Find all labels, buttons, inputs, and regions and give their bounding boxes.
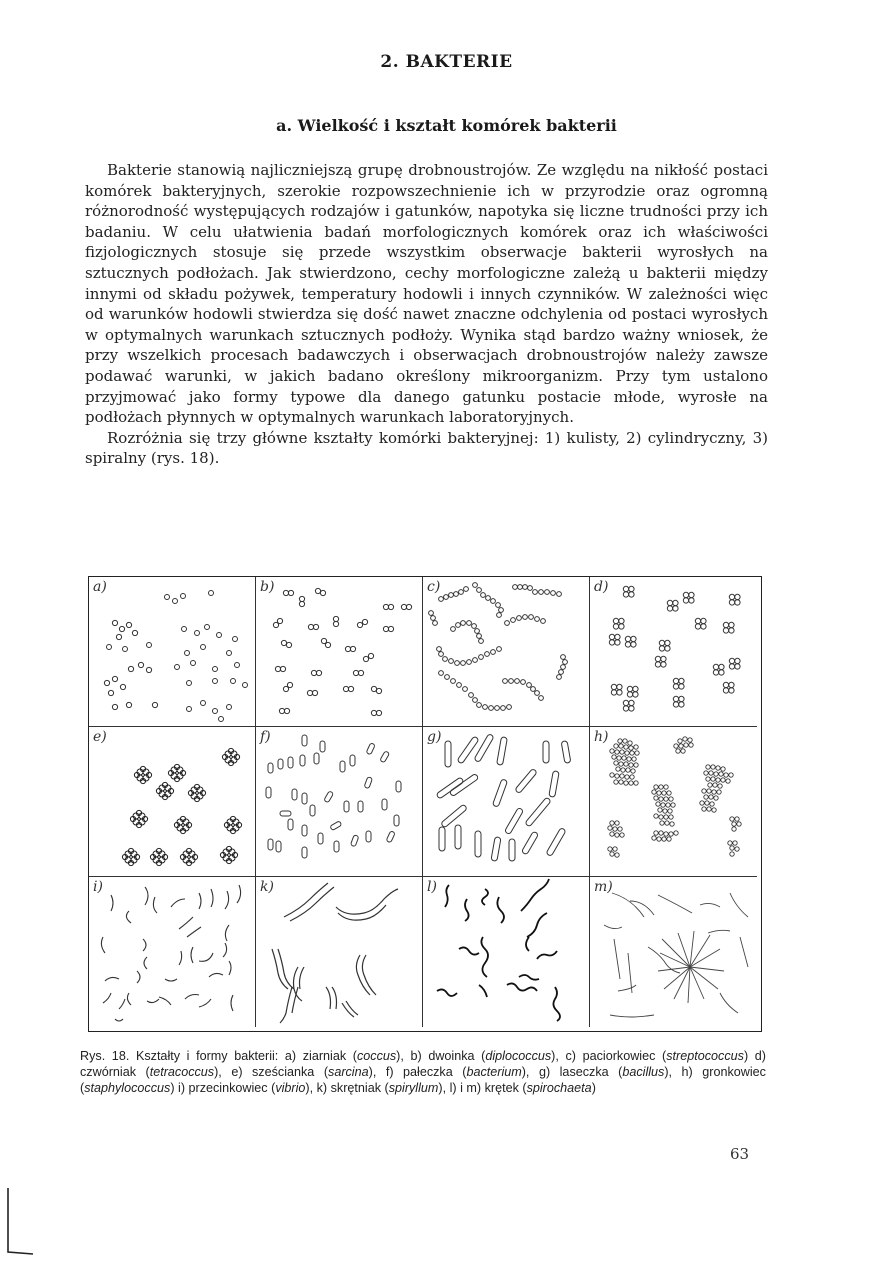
panel-label: m) — [594, 879, 613, 895]
panel-f-bacterium — [256, 727, 423, 877]
coccus-drawing — [89, 577, 256, 727]
spirochaeta-drawing — [423, 877, 590, 1027]
panel-e-sarcina — [89, 727, 256, 877]
paragraph-2: Rozróżnia się trzy główne kształty komórki bakteryjnej: 1) kulisty, 2) cylindryczny, 3) spiralny (rys. 18). — [85, 428, 768, 468]
scan-edge-mark — [5, 1188, 35, 1258]
spirillum-drawing — [256, 877, 423, 1027]
panel-a-coccus — [89, 577, 256, 727]
bacteria-figure — [88, 576, 762, 1032]
bacillus-drawing — [423, 727, 590, 877]
panel-c-streptococcus — [423, 577, 590, 727]
panel-h-staphylococcus — [590, 727, 757, 877]
panel-label: l) — [427, 879, 437, 895]
panel-label: e) — [93, 729, 107, 745]
streptococcus-drawing — [423, 577, 590, 727]
panel-label: g) — [427, 729, 442, 745]
figure-caption: Rys. 18. Kształty i formy bakterii: a) ziarniak (coccus), b) dwoinka (diplococcus), c) paciorkowiec (streptococcus) d) czwórniak (tetracoccus), e) sześcianka (sarcina), f) pałeczka (bacterium), g) laseczka (bacillus), h) gronkowiec (staphylococcus) i) przecinkowiec (vibrio), k) skrętniak (spiryllum), l) i m) krętek (spirochaeta) — [80, 1049, 766, 1095]
panel-label: d) — [594, 579, 609, 595]
diplococcus-drawing — [256, 577, 423, 727]
panel-m-spirochaeta — [590, 877, 757, 1027]
bacterium-drawing — [256, 727, 423, 877]
staphylococcus-drawing — [590, 727, 757, 877]
body-text — [85, 160, 768, 469]
page-number: 63 — [730, 1145, 750, 1163]
chapter-title: 2. BAKTERIE — [380, 52, 513, 72]
caption-prefix: Rys. 18. Kształty i formy bakterii: — [80, 1049, 285, 1063]
panel-d-tetracoccus — [590, 577, 757, 727]
vibrio-drawing — [89, 877, 256, 1027]
tetracoccus-drawing — [590, 577, 757, 727]
panel-label: i) — [93, 879, 103, 895]
panel-k-spirillum — [256, 877, 423, 1027]
panel-g-bacillus — [423, 727, 590, 877]
panel-label: h) — [594, 729, 609, 745]
section-title: a. Wielkość i kształt komórek bakterii — [276, 116, 617, 135]
panel-label: a) — [93, 579, 107, 595]
panel-label: k) — [260, 879, 274, 895]
paragraph-1: Bakterie stanowią najliczniejszą grupę drobnoustrojów. Ze względu na nikłość postaci komórek bakteryjnych, szerokie rozpowszechnienie ich w przyrodzie oraz ogromną różnorodność występujących rodzajów i gatunków, napotyka się liczne trudności przy ich badaniu. W celu ułatwienia badań morfologicznych komórek oraz ich właściwości fizjologicznych stosuje się przede wszystkim obserwacje bakterii wyrosłych na sztucznych podłożach. Jak stwierdzono, cechy morfologiczne zależą u bakterii między innymi od składu pożywek, temperatury hodowli i innych czynników. W zależności więc od warunków hodowli stwierdza się dość nawet znaczne odchylenia od postaci wyrosłych w optymalnych warunkach sztucznych podłoży. Wynika stąd bardzo ważny wniosek, że przy wszelkich procesach badawczych i obserwacjach drobnoustrojów należy zawsze podawać warunki, w jakich badano określony mikroorganizm. Przy tym ustalono przyjmować jako formy typowe dla danego gatunku postacie młode, wyrosłe na podłożach płynnych w optymalnych warunkach laboratoryjnych. — [85, 161, 768, 427]
spirochaeta-fine-drawing — [590, 877, 757, 1027]
panel-label: f) — [260, 729, 271, 745]
panel-b-diplococcus — [256, 577, 423, 727]
panel-label: b) — [260, 579, 275, 595]
panel-l-spirochaeta — [423, 877, 590, 1027]
panel-label: c) — [427, 579, 441, 595]
panel-i-vibrio — [89, 877, 256, 1027]
sarcina-drawing — [89, 727, 256, 877]
